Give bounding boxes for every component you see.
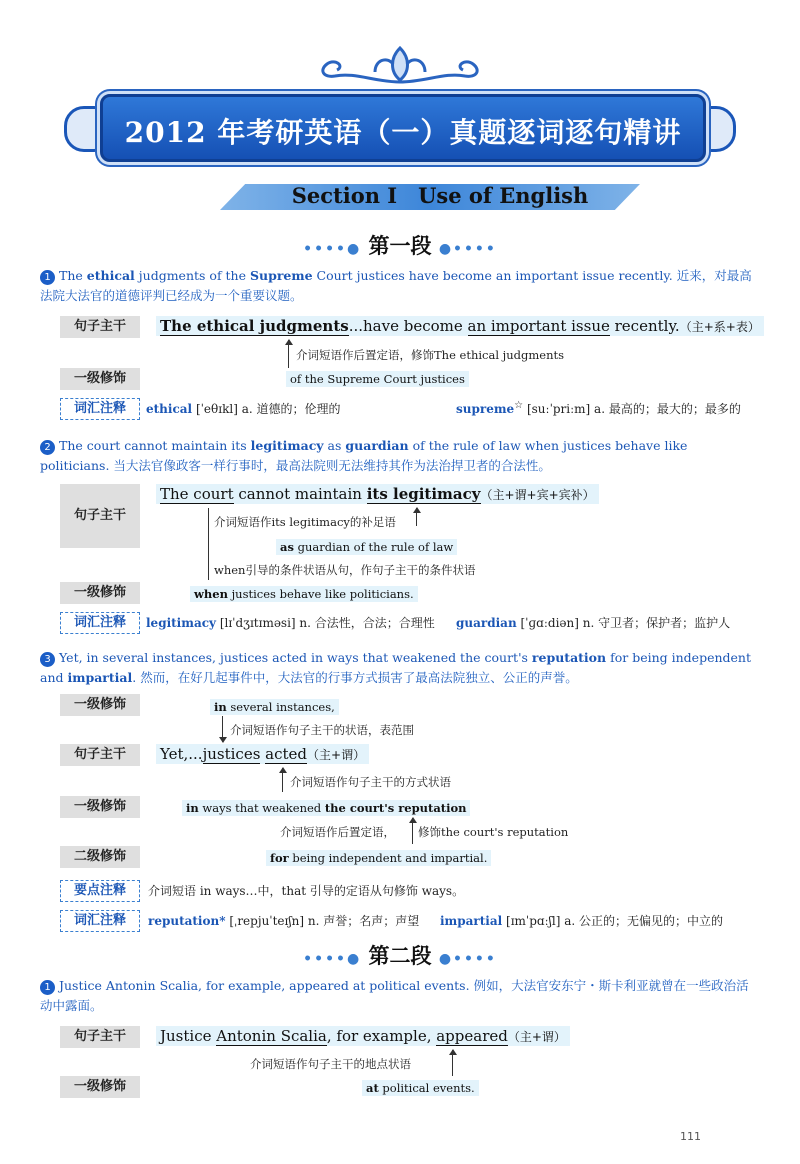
tag-modifier-2: 二级修饰 [60,846,140,868]
sentence-text: The court cannot maintain its [59,438,251,453]
p2-s1-sentence [40,976,760,1016]
trunk-predicative: an important issue [467,317,610,335]
p1-s3-trunk [156,744,369,763]
para2-heading-text: 第二段 [368,943,432,968]
arrow-up-icon [416,508,417,526]
trunk-structure: （主+谓） [307,748,366,762]
keyword: ethical [86,268,135,283]
sentence-number: 2 [40,440,55,455]
p1-s3-mod2 [182,797,470,816]
vocab-word: ethical [146,402,193,416]
p1-s3-sentence [40,648,760,688]
tag-vocab: 词汇注释 [60,910,140,932]
sentence-text: judgments of the [134,268,250,283]
vocab-entry [456,400,741,417]
tag-trunk: 句子主干 [60,1026,140,1048]
trunk-structure: （主+谓） [507,1030,566,1044]
modifier-note: 介词短语作句子主干的状语，表范围 [230,723,414,737]
p1-s2-mod2 [190,583,418,602]
modifier-keyword: as [280,540,294,554]
keyword: reputation [531,650,607,665]
p1-s2-sentence [40,436,760,476]
page-number: 111 [680,1130,701,1143]
sentence-text: for being independent and [40,650,751,685]
trunk-subject: justices [202,745,261,763]
vocab-word: supreme [456,402,515,416]
vocab-def: [ˌrepjuˈteɪʃn] n. 声誉；名声；声望 [229,914,420,928]
sentence-text: Yet, in several instances, justices acted in ways that weakened the court's [59,650,532,665]
modifier-text: being independent and impartial. [288,851,488,865]
star-icon: ☆ [514,400,524,411]
section-header [160,178,720,212]
vocab-def: [ˈɡɑːdiən] n. 守卫者；保护者；监护人 [520,616,731,630]
keyword: legitimacy [250,438,324,453]
sentence-text: The [59,268,87,283]
vocab-def: [ɪmˈpɑːʃl] a. 公正的；无偏见的；中立的 [506,914,723,928]
vocab-def: [suːˈpriːm] a. 最高的；最大的；最多的 [526,402,741,416]
arrow-up-icon [282,768,283,792]
dots-right-icon: ●•••• [438,951,497,967]
p2-s1-mod [362,1077,479,1096]
vocab-def: [ˈeθɪkl] a. 道德的；伦理的 [195,402,341,416]
keyword: Supreme [249,268,313,283]
trunk-text: Yet,... [160,745,203,763]
ornament-icon [315,42,485,84]
vocab-def: [lɪˈdʒɪtɪməsi] n. 合法性，合法；合理性 [219,616,435,630]
vocab-word: reputation [148,914,220,928]
modifier-text: guardian of the rule of law [293,540,454,554]
vocab-entry [440,912,723,929]
banner-title: 2012 年考研英语（一）真题逐词逐句精讲 [124,116,682,149]
tag-vocab: 词汇注释 [60,612,140,634]
trunk-verb: acted [265,745,308,763]
modifier-note: when引导的条件状语从句，作句子主干的条件状语 [214,563,476,577]
sentence-text: of the rule of law when justices behave like politicians. [40,438,688,473]
tag-modifier-1: 一级修饰 [60,694,140,716]
tag-modifier-1: 一级修饰 [60,1076,140,1098]
sentence-text: as [323,438,346,453]
trunk-structure: （主+系+表） [679,320,760,334]
dots-left-icon: ••••● [303,241,362,257]
vocab-word: legitimacy [146,616,216,630]
star-icon: * [219,914,226,928]
section-title: Section Ⅰ Use of English [291,183,589,208]
modifier-keyword: when [194,587,228,601]
title-banner [60,80,740,176]
trunk-verb: cannot maintain [233,485,367,503]
p1-s2-trunk [156,484,599,503]
trunk-verb: ...have become [348,317,468,335]
arrow-up-icon [452,1050,453,1076]
dots-left-icon: ••••● [303,951,362,967]
dots-right-icon: ●•••• [438,241,497,257]
sentence-number: 1 [40,270,55,285]
para1-heading-text: 第一段 [368,233,432,258]
modifier-text: political events. [378,1081,475,1095]
para2-heading [270,940,530,970]
modifier-text: several instances, [226,700,335,714]
modifier-note: 介词短语作后置定语，修饰The ethical judgments [296,348,565,362]
trunk-subject: The court [160,485,234,503]
para1-heading [270,230,530,260]
vocab-word: impartial [440,914,503,928]
tag-trunk: 句子主干 [60,744,140,766]
trunk-object: its legitimacy [366,485,481,503]
connector-line [208,508,209,580]
sentence-translation: 当大法官像政客一样行事时，最高法院则无法维持其作为法治捍卫者的合法性。 [113,458,551,473]
sentence-text: Justice Antonin Scalia, for example, appeared at political events. [59,978,470,993]
trunk-text: Justice [160,1027,217,1045]
modifier-text: justices behave like politicians. [227,587,414,601]
tag-modifier-1: 一级修饰 [60,796,140,818]
modifier-note: 介词短语作its legitimacy的补足语 [214,515,396,529]
trunk-subject: The ethical judgments [160,317,349,335]
keyword: impartial [67,670,133,685]
sentence-translation: 近来，对最高法院大法官的道德评判已经成为一个重要议题。 [40,268,752,303]
modifier-note: 介词短语作后置定语， [280,825,395,839]
trunk-subject: Antonin Scalia [216,1027,327,1045]
arrow-up-icon [288,340,289,368]
modifier-keyword: at [366,1081,379,1095]
p1-s1-sentence [40,266,760,306]
trunk-structure: （主+谓+宾+宾补） [480,488,595,502]
banner-box [100,94,706,162]
vocab-entry [146,614,435,631]
vocab-word: guardian [456,616,517,630]
modifier-note: 介词短语作句子主干的地点状语 [250,1057,411,1071]
p1-s3-mod3 [266,847,491,866]
p1-s3-mod1 [210,696,339,715]
vocab-entry [456,614,730,631]
tag-vocab: 词汇注释 [60,398,140,420]
modifier-text: ways that weakened [198,801,325,815]
p1-s1-mod [286,368,469,387]
trunk-verb: appeared [436,1027,508,1045]
key-point-text: 介词短语 in ways…中，that 引导的定语从句修饰 ways。 [148,884,465,898]
vocab-entry [146,400,340,417]
sentence-number: 1 [40,980,55,995]
modifier-text: of the Supreme Court justices [286,371,469,387]
sentence-number: 3 [40,652,55,667]
vocab-entry [148,912,419,929]
modifier-note: 修饰the court's reputation [418,825,569,839]
sentence-text: . [132,670,137,685]
tag-trunk: 句子主干 [60,316,140,338]
sentence-translation: 例如，大法官安东宁・斯卡利亚就曾在一些政治活动中露面。 [40,978,749,1013]
modifier-object: the court's reputation [324,801,467,815]
p1-s1-trunk [156,316,764,335]
tag-modifier-1: 一级修饰 [60,582,140,604]
tag-key-point: 要点注释 [60,880,140,902]
tag-trunk: 句子主干 [60,484,140,548]
arrow-up-icon [412,818,413,844]
p2-s1-trunk [156,1026,570,1045]
sentence-text: Court justices have become an important issue recently. [312,268,673,283]
trunk-text: , for example, [326,1027,437,1045]
p1-s2-mod1 [276,536,457,555]
keyword: guardian [345,438,409,453]
sentence-translation: 然而，在好几起事件中，大法官的行事方式损害了最高法院独立、公正的声誉。 [140,670,578,685]
modifier-keyword: for [270,851,289,865]
modifier-keyword: in [186,801,199,815]
modifier-keyword: in [214,700,227,714]
modifier-note: 介词短语作句子主干的方式状语 [290,775,451,789]
tag-modifier-1: 一级修饰 [60,368,140,390]
trunk-text: recently. [609,317,680,335]
arrow-down-icon [222,716,223,742]
